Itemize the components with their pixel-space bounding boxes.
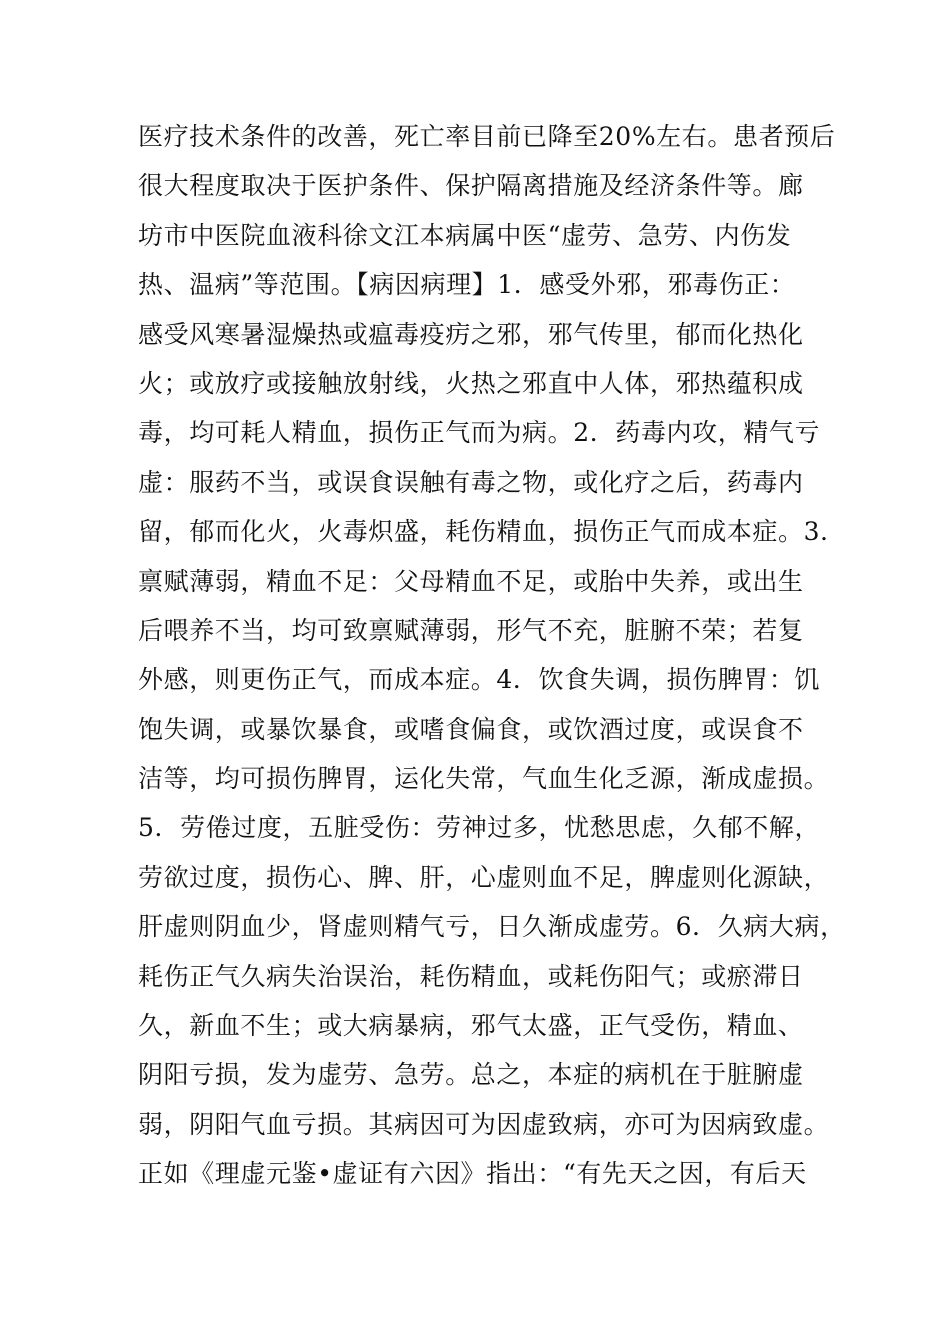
text-line: 弱，阴阳气血亏损。其病因可为因虚致病，亦可为因病致虚。 <box>138 1109 830 1139</box>
text-line: 肝虚则阴血少，肾虚则精气亏，日久渐成虚劳。6．久病大病， <box>138 912 846 942</box>
text-line: 禀赋薄弱，精血不足：父母精血不足，或胎中失养，或出生 <box>138 566 804 596</box>
text-line: 很大程度取决于医护条件、保护隔离措施及经济条件等。廊 <box>138 171 804 201</box>
text-line: 劳欲过度，损伤心、脾、肝，心虚则血不足，脾虚则化源缺， <box>138 862 830 892</box>
text-line: 坊市中医院血液科徐文江本病属中医“虚劳、急劳、内伤发 <box>138 220 792 250</box>
text-line: 虚：服药不当，或误食误触有毒之物，或化疗之后，药毒内 <box>138 467 804 497</box>
text-line: 医疗技术条件的改善，死亡率目前已降至20%左右。患者预后 <box>138 122 836 151</box>
text-line: 久，新血不生；或大病暴病，邪气太盛，正气受伤，精血、 <box>138 1011 804 1041</box>
text-line: 后喂养不当，均可致禀赋薄弱，形气不充，脏腑不荣；若复 <box>138 615 804 645</box>
text-line: 外感，则更伤正气，而成本症。4．饮食失调，损伤脾胃：饥 <box>138 665 821 695</box>
text-line: 阴阳亏损，发为虚劳、急劳。总之，本症的病机在于脏腑虚 <box>138 1060 804 1090</box>
text-line: 感受风寒暑湿燥热或瘟毒疫疠之邪，邪气传里，郁而化热化 <box>138 319 804 349</box>
text-line: 毒，均可耗人精血，损伤正气而为病。2．药毒内攻，精气亏 <box>138 418 821 448</box>
text-line: 热、温病”等范围。【病因病理】1．感受外邪，邪毒伤正： <box>138 270 796 300</box>
body-text <box>138 112 858 1199</box>
text-line: 火；或放疗或接触放射线，火热之邪直中人体，邪热蕴积成 <box>138 368 804 398</box>
text-line: 留，郁而化火，火毒炽盛，耗伤精血，损伤正气而成本症。3． <box>138 517 846 547</box>
text-line: 饱失调，或暴饮暴食，或嗜食偏食，或饮酒过度，或误食不 <box>138 714 804 744</box>
text-line: 洁等，均可损伤脾胃，运化失常，气血生化乏源，渐成虚损。 <box>138 764 830 794</box>
text-line: 正如《理虚元鉴•虚证有六因》指出：“有先天之因，有后天 <box>138 1159 807 1189</box>
text-line: 耗伤正气久病失治误治，耗伤精血，或耗伤阳气；或瘀滞日 <box>138 961 804 991</box>
text-line: 5．劳倦过度，五脏受伤：劳神过多，忧愁思虑，久郁不解， <box>138 813 821 843</box>
